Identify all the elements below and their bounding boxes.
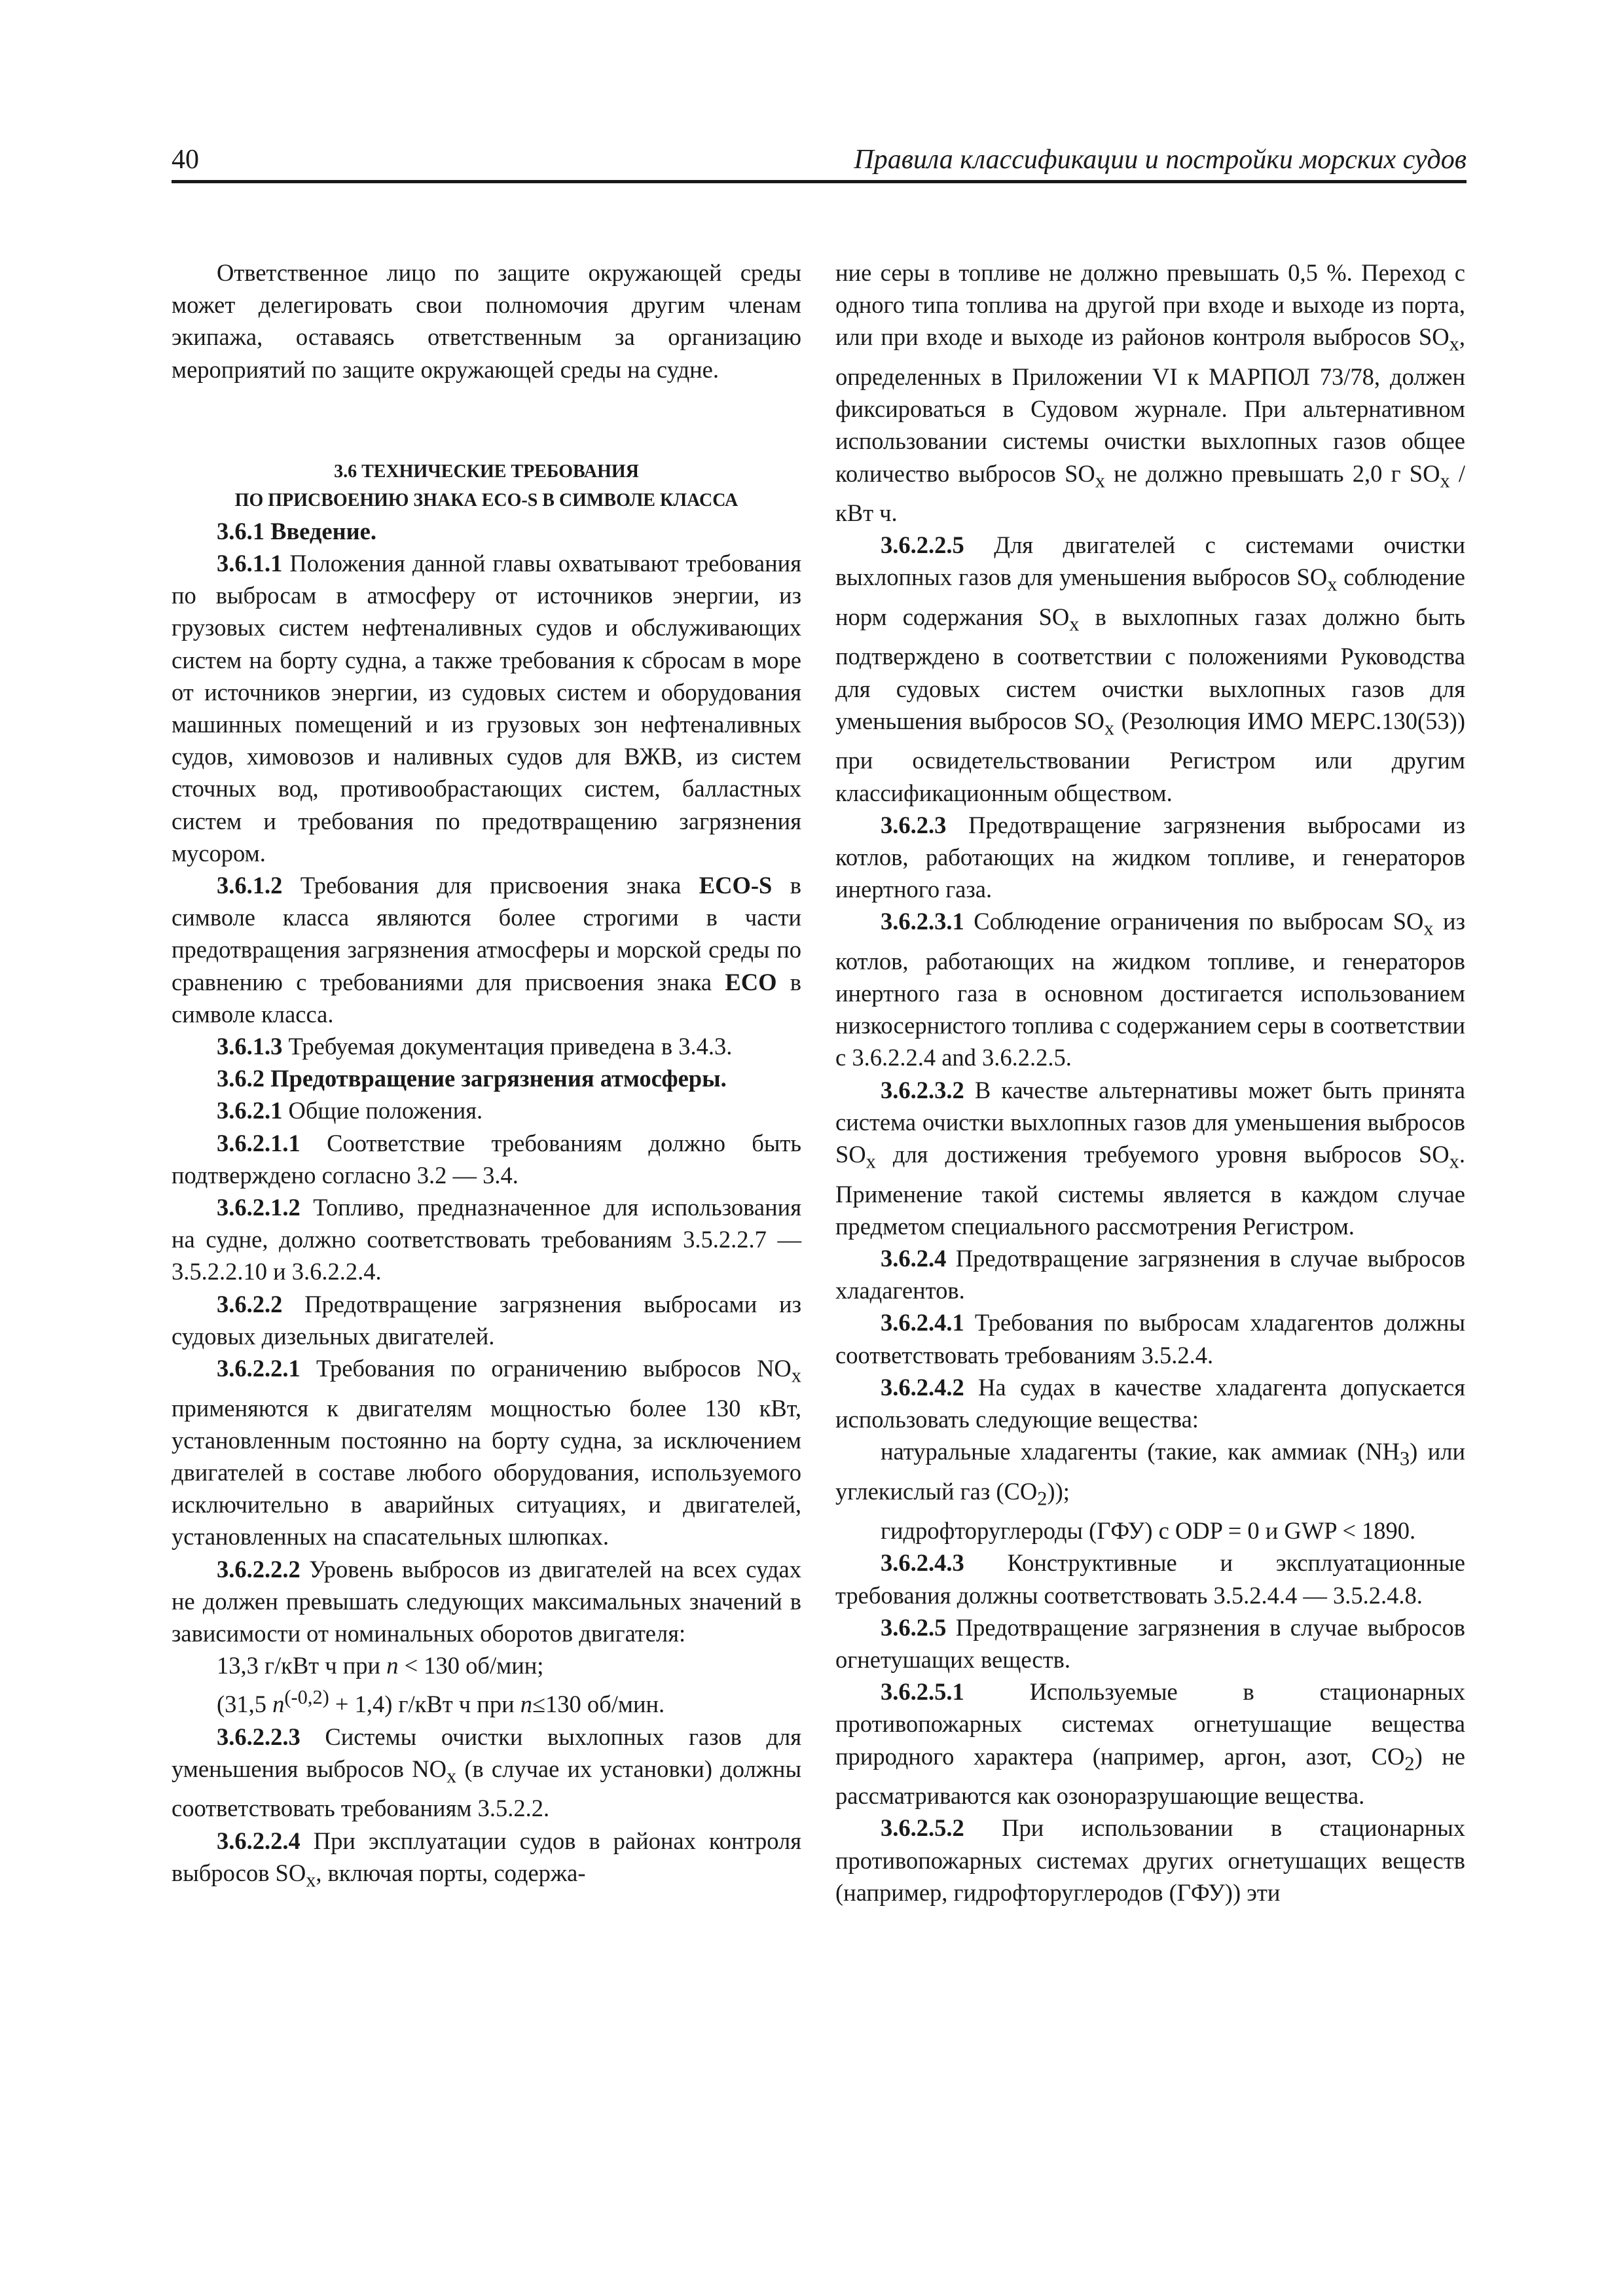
paragraph-3-6-2-4-3: 3.6.2.4.3 Конструктивные и эксплуатационные требования должны соответствовать 3.5.2.4.4 — 3.5.2.4.8. (835, 1549, 1465, 1609)
paragraph-3-6-2-4-1: 3.6.2.4.1 Требования по выбросам хладагентов должны соответствовать требованиям 3.5.2.4. (835, 1309, 1465, 1369)
formula-1: 13,3 г/кВт ч при n < 130 об/мин; (217, 1652, 544, 1679)
list-item-natural-refrigerants: натуральные хладагенты (такие, как аммиак $(NH_3)$ или углекислый газ $(CO_2)$); (835, 1438, 1465, 1509)
right-column (835, 257, 1465, 1909)
running-title: Правила классификации и постройки морских судов (854, 145, 1467, 175)
paragraph-3-6-2-1-1: 3.6.2.1.1 Соответствие требованиям должно быть подтверждено согласно 3.2 — 3.4. (172, 1129, 801, 1189)
paragraph-continuation: ние серы в топливе не должно превышать 0,5 %. Переход с одного типа топлива на другой при входе и выходе из порта, или при входе и выходе из районов контроля выбросов $SO_x$, определенных в Приложении VI к МАРПОЛ 73/78, должен фиксироваться в Судовом журнале. При альтернативном использовании системы очистки выхлопных газов общее количество выбросов $SO_x$ не должно превышать 2,0 г $SO_x$ / кВт ч. (835, 259, 1465, 527)
paragraph-3-6-2-1: 3.6.2.1 Общие положения. (217, 1097, 483, 1124)
left-column (172, 257, 801, 1896)
paragraph-3-6-2-1-2: 3.6.2.1.2 Топливо, предназначенное для использования на судне, должно соответствовать требованиям 3.5.2.2.7 — 3.5.2.2.10 и 3.6.2.2.4. (172, 1194, 801, 1285)
paragraph-3-6-1-3: 3.6.1.3 Требуемая документация приведена в 3.4.3. (217, 1033, 733, 1060)
paragraph-3-6-2-2-5: 3.6.2.2.5 Для двигателей с системами очистки выхлопных газов для уменьшения выбросов $SO_x$ соблюдение норм содержания $SO_x$ в выхлопных газах должно быть подтверждено в соответствии с положениями Руководства для судовых систем очистки выхлопных газов для уменьшения выбросов $SO_x$ (Резолюция ИМО МЕРС.130(53)) при освидетельствовании Регистром или другим классификационным обществом. (835, 531, 1465, 806)
page-header (172, 143, 1467, 179)
paragraph-3-6-2-2-1: 3.6.2.2.1 Требования по ограничению выбросов $NO_x$ применяются к двигателям мощностью более 130 кВт, установленным постоянно на борту судна, за исключением двигателей в составе любого оборудования, используемого исключительно в аварийных ситуациях, и двигателей, установленных на спасательных шлюпках. (172, 1355, 801, 1551)
header-rule (172, 180, 1467, 183)
paragraph-3-6-2-5-1: 3.6.2.5.1 Используемые в стационарных противопожарных системах огнетушащие вещества природного характера (например, аргон, азот, $CO_2$) не рассматриваются как озоноразрушающие вещества. (835, 1678, 1465, 1810)
heading-3-6-1: 3.6.1 Введение. (217, 517, 376, 545)
paragraph-3-6-2-5: 3.6.2.5 Предотвращение загрязнения в случае выбросов огнетушащих веществ. (835, 1613, 1465, 1673)
section-title-line2: ПО ПРИСВОЕНИЮ ЗНАКА ECO-S В СИМВОЛЕ КЛАССА (234, 490, 739, 511)
heading-3-6-2: 3.6.2 Предотвращение загрязнения атмосферы. (217, 1065, 727, 1092)
paragraph-3-6-2-3-2: 3.6.2.3.2 В качестве альтернативы может быть принята система очистки выхлопных газов для уменьшения выбросов $SO_x$ для достижения требуемого уровня выбросов $SO_x$. Применение такой системы является в каждом случае предметом специального рассмотрения Регистром. (835, 1076, 1465, 1240)
paragraph-3-6-2-4: 3.6.2.4 Предотвращение загрязнения в случае выбросов хладагентов. (835, 1244, 1465, 1304)
paragraph-3-6-2-2-3: 3.6.2.2.3 Системы очистки выхлопных газов для уменьшения выбросов $NO_x$ (в случае их установки) должны соответствовать требованиям 3.5.2.2. (172, 1723, 801, 1822)
paragraph-3-6-1-1: 3.6.1.1 Положения данной главы охватывают требования по выбросам в атмосферу от источников энергии, из грузовых систем нефтеналивных судов и обслуживающих систем на борту судна, а также требования к сбросам в море от источников энергии, из судовых систем и оборудования машинных помещений и из грузовых зон нефтеналивных судов, химовозов и наливных судов для ВЖВ, из систем сточных вод, противообрастающих систем, балластных систем и требования по предотвращению загрязнения мусором. (172, 550, 801, 867)
paragraph-3-6-1-2: 3.6.1.2 Требования для присвоения знака ECO-S в символе класса являются более строгими в части предотвращения загрязнения атмосферы и морской среды по сравнению с требованиями для присвоения знака ECO в символе класса. (172, 872, 802, 1028)
paragraph-intro: Ответственное лицо по защите окружающей среды может делегировать свои полномочия другим членам экипажа, оставаясь ответственным за организацию мероприятий по защите окружающей среды на судне. (172, 259, 801, 383)
paragraph-3-6-2-2-2: 3.6.2.2.2 Уровень выбросов из двигателей на всех судах не должен превышать следующих максимальных значений в зависимости от номинальных оборотов двигателя: (172, 1555, 801, 1647)
formula-2: (31,5 $n^{(-0,2)} + 1,4$) г/кВт ч при n≤130 об/мин. (217, 1686, 665, 1718)
paragraph-3-6-2-3: 3.6.2.3 Предотвращение загрязнения выбросами из котлов, работающих на жидком топливе, и генераторов инертного газа. (835, 811, 1465, 903)
paragraph-3-6-2-5-2: 3.6.2.5.2 При использовании в стационарных противопожарных системах других огнетушащих веществ (например, гидрофторуглеродов (ГФУ)) эти (835, 1814, 1465, 1906)
section-title: 3.6 ТЕХНИЧЕСКИЕ ТРЕБОВАНИЯ (334, 461, 639, 482)
paragraph-3-6-2-2-4: 3.6.2.2.4 При эксплуатации судов в районах контроля выбросов $SO_x$, включая порты, содержа- (172, 1827, 801, 1892)
list-item-hfc: гидрофторуглероды (ГФУ) с ODP = 0 и GWP < 1890. (881, 1517, 1416, 1545)
paragraph-3-6-2-4-2: 3.6.2.4.2 На судах в качестве хладагента допускается использовать следующие вещества: (835, 1373, 1465, 1433)
page-number: 40 (172, 145, 199, 175)
paragraph-3-6-2-3-1: 3.6.2.3.1 Соблюдение ограничения по выбросам $SO_x$ из котлов, работающих на жидком топливе, и генераторов инертного газа в основном достигается использованием низкосернистого топлива с содержанием серы в соответствии с 3.6.2.2.4 and 3.6.2.2.5. (835, 908, 1465, 1071)
paragraph-3-6-2-2: 3.6.2.2 Предотвращение загрязнения выбросами из судовых дизельных двигателей. (172, 1290, 801, 1350)
